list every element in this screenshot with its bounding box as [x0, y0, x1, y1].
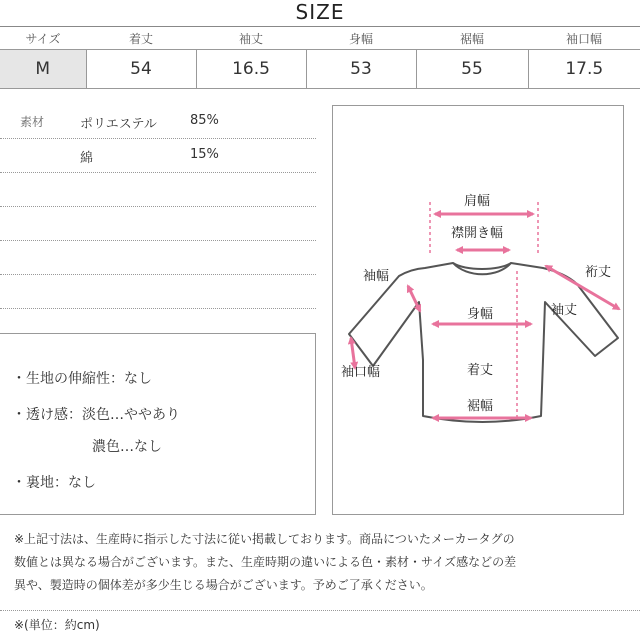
hem-label: 裾幅 — [467, 399, 494, 414]
sleeve-length-cell: 16.5 — [196, 50, 306, 89]
stretch-note: ・生地の伸縮性：なし — [12, 371, 152, 387]
length-label: 着丈 — [467, 363, 494, 378]
cuff-width-cell: 17.5 — [528, 50, 640, 89]
disclaimer — [14, 528, 636, 597]
material-label: 素材 — [20, 115, 45, 129]
cuff-width-header: 袖口幅 — [528, 27, 640, 50]
empty-row — [0, 275, 316, 309]
sheer-note: ・透け感：淡色…ややあり — [12, 407, 180, 423]
sleeve-length-header: 袖丈 — [196, 27, 306, 50]
body-width-header: 身幅 — [306, 27, 416, 50]
table-row — [0, 50, 640, 89]
hem-width-header: 裾幅 — [416, 27, 528, 50]
material-row — [0, 105, 316, 139]
fabric-notes — [0, 333, 316, 515]
length-header: 着丈 — [86, 27, 196, 50]
body-width-label: 身幅 — [467, 307, 494, 322]
body-width-cell: 53 — [306, 50, 416, 89]
disclaimer-line: 異や、製造時の個体差が多少生じる場合がございます。予めご了承ください。 — [14, 578, 433, 592]
measurement-diagram — [332, 105, 624, 515]
page-title: SIZE — [295, 0, 345, 24]
empty-row — [0, 241, 316, 275]
material-row — [0, 139, 316, 173]
sleeve-width-label: 袖幅 — [363, 269, 390, 284]
size-header: サイズ — [0, 27, 86, 50]
yuki-label: 裄丈 — [585, 265, 612, 280]
unit-divider — [0, 610, 640, 611]
size-table-header-row — [0, 27, 640, 50]
length-cell: 54 — [86, 50, 196, 89]
material-name: 綿 — [80, 151, 94, 166]
material-name: ポリエステル — [80, 117, 157, 132]
sheer-dark-note: 濃色…なし — [92, 439, 162, 455]
material-percent: 85% — [190, 113, 219, 128]
shoulder-label: 肩幅 — [464, 194, 491, 209]
unit-note: ※(単位：約cm) — [14, 618, 100, 632]
size-table — [0, 27, 640, 89]
size-cell: M — [0, 50, 86, 89]
sleeve-length-label: 袖丈 — [551, 303, 578, 318]
cuff-label: 袖口幅 — [341, 365, 381, 380]
empty-row — [0, 207, 316, 241]
garment-illustration — [333, 106, 623, 514]
lining-note: ・裏地：なし — [12, 475, 96, 491]
material-percent: 15% — [190, 147, 219, 162]
neck-label: 襟開き幅 — [451, 226, 504, 241]
empty-row — [0, 173, 316, 207]
disclaimer-line: ※上記寸法は、生産時に指示した寸法に従い掲載しております。商品についたメーカータグの — [14, 532, 515, 546]
hem-width-cell: 55 — [416, 50, 528, 89]
disclaimer-line: 数値とは異なる場合がございます。また、生産時期の違いによる色・素材・サイズ感などの差 — [14, 555, 517, 569]
material-list — [0, 105, 316, 309]
